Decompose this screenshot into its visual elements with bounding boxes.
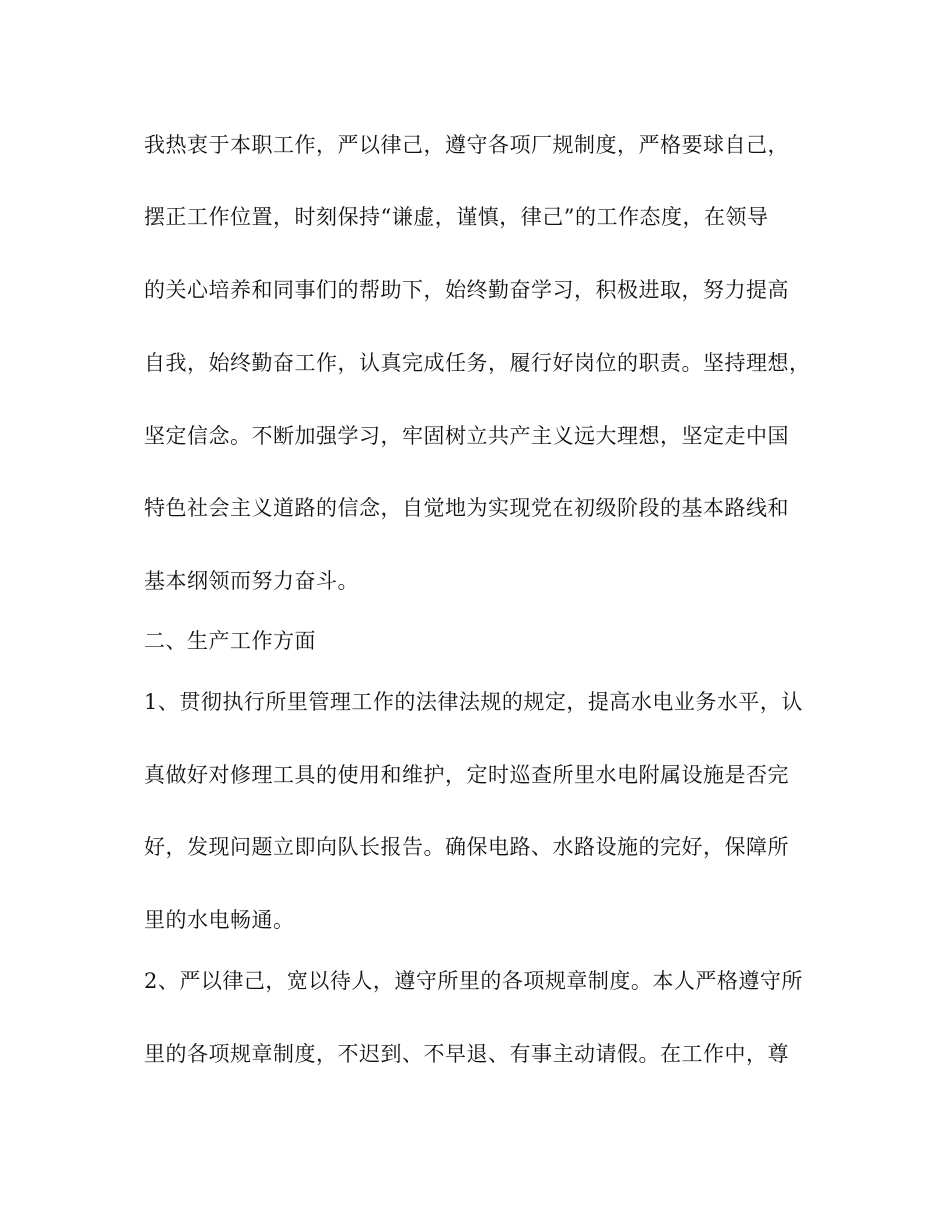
paragraph-line: 里的各项规章制度，不迟到、不早退、有事主动请假。在工作中，尊 [144, 1042, 789, 1066]
paragraph-line: 特色社会主义道路的信念，自觉地为实现党在初级阶段的基本路线和 [144, 496, 789, 520]
paragraph-line: 真做好对修理工具的使用和维护，定时巡查所里水电附属设施是否完 [144, 763, 789, 787]
paragraph-line: 我热衷于本职工作，严以律己，遵守各项厂规制度，严格要球自己， [144, 133, 789, 157]
paragraph-line: 好，发现问题立即向队长报告。确保电路、水路设施的完好，保障所 [144, 835, 789, 859]
paragraph-line: 自我，始终勤奋工作，认真完成任务，履行好岗位的职责。坚持理想， [144, 351, 811, 375]
paragraph-line: 摆正工作位置，时刻保持“谦虚，谨慎，律己”的工作态度，在领导 [144, 205, 769, 229]
section-heading: 二、生产工作方面 [144, 629, 316, 653]
paragraph-line: 坚定信念。不断加强学习，牢固树立共产主义远大理想，坚定走中国 [144, 424, 789, 448]
paragraph-line: 里的水电畅通。 [144, 908, 295, 932]
paragraph-line: 基本纲领而努力奋斗。 [144, 569, 359, 593]
paragraph-line: 的关心培养和同事们的帮助下，始终勤奋学习，积极进取，努力提高 [144, 278, 789, 302]
paragraph-line: 2、严以律己，宽以待人，遵守所里的各项规章制度。本人严格遵守所 [144, 969, 803, 993]
paragraph-line: 1、贯彻执行所里管理工作的法律法规的规定，提高水电业务水平，认 [144, 690, 803, 714]
